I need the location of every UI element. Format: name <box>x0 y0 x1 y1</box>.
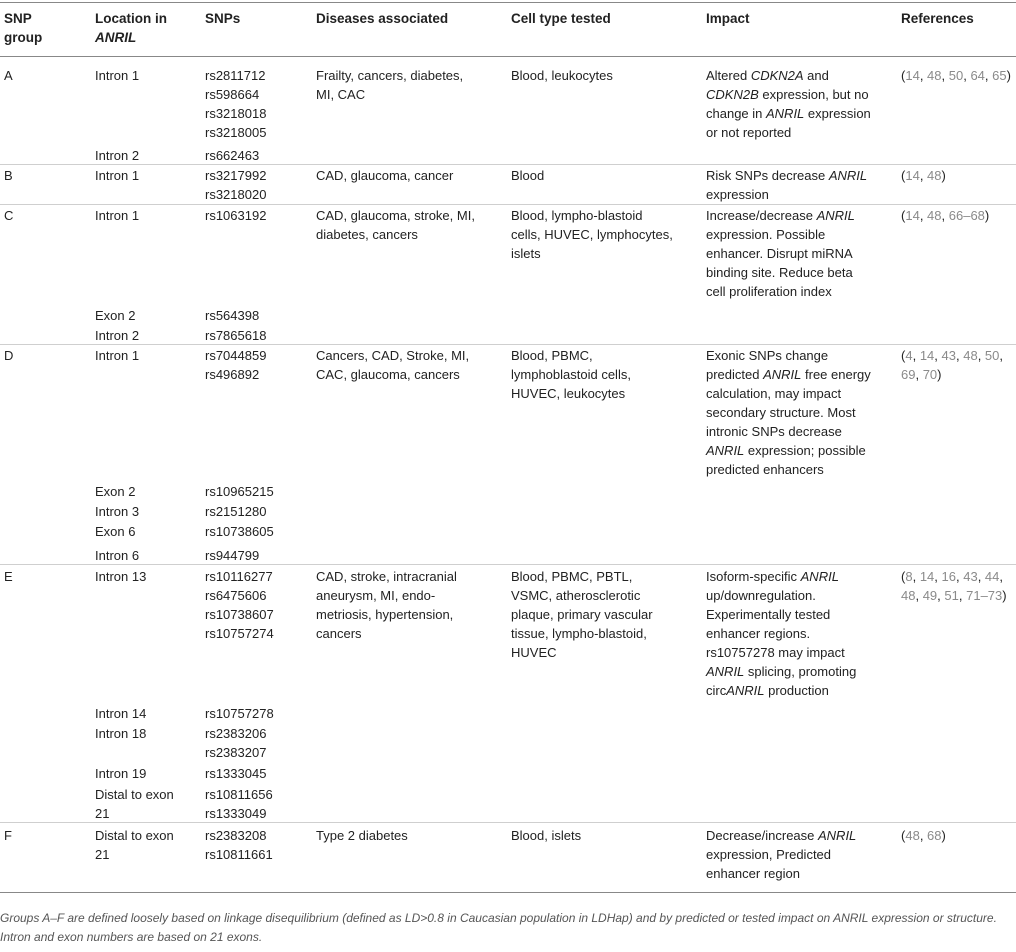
table-top-rule <box>0 2 1016 3</box>
location-cell: Exon 6 <box>95 524 136 539</box>
snps-cell: rs10811656 rs1333049 <box>205 787 273 821</box>
header-snps: SNPs <box>205 11 241 26</box>
snps-cell: rs944799 <box>205 548 260 563</box>
location-cell: Exon 2 <box>95 484 136 499</box>
location-cell: Intron 1 <box>95 348 140 363</box>
reference-number[interactable]: 48 <box>901 588 916 603</box>
reference-number[interactable]: 14 <box>905 168 920 183</box>
impact-cell-c: Increase/decrease ANRIL expression. Possible enhancer. Disrupt miRNA binding site. Reduce beta cell proliferation index <box>706 208 855 299</box>
cell-type-cell: Blood, lympho-blastoid cells, HUVEC, lymphocytes, islets <box>511 208 673 261</box>
location-cell: Intron 2 <box>95 148 140 163</box>
references-cell: (48, 68) <box>901 828 946 843</box>
reference-number[interactable]: 48 <box>963 348 978 363</box>
reference-number[interactable]: 14 <box>919 569 935 584</box>
diseases-cell: Frailty, cancers, diabetes, MI, CAC <box>316 68 464 102</box>
snps-cell: rs2383208 rs10811661 <box>205 828 273 862</box>
location-cell: Distal to exon 21 <box>95 787 174 821</box>
references-cell: (14, 48, 50, 64, 65) <box>901 68 1011 83</box>
reference-number[interactable]: 48 <box>927 168 942 183</box>
snp-group-cell: A <box>4 68 13 83</box>
reference-number[interactable]: 71–73 <box>966 588 1003 603</box>
location-cell: Intron 1 <box>95 68 140 83</box>
location-cell: Intron 18 <box>95 726 147 741</box>
reference-number[interactable]: 4 <box>905 348 913 363</box>
header-references: References <box>901 11 974 26</box>
cell-type-cell: Blood, PBMC, lymphoblastoid cells, HUVEC, leukocytes <box>511 348 631 401</box>
header-bottom-rule <box>0 56 1016 57</box>
reference-number[interactable]: 14 <box>905 208 920 223</box>
snps-cell: rs10757278 <box>205 706 274 721</box>
cell-type-cell: Blood, PBMC, PBTL, VSMC, atherosclerotic plaque, primary vascular tissue, lympho-blastoid, HUVEC <box>511 569 653 660</box>
group-separator-rule <box>0 564 1016 565</box>
references-cell: (14, 48) <box>901 168 946 183</box>
references-cell: (14, 48, 66–68) <box>901 208 990 223</box>
impact-cell-f: Decrease/increase ANRIL expression, Predicted enhancer region <box>706 828 857 881</box>
location-cell: Exon 2 <box>95 308 136 323</box>
header-snp-group: SNP group <box>4 11 43 45</box>
cell-type-cell: Blood, islets <box>511 828 582 843</box>
location-cell: Intron 3 <box>95 504 140 519</box>
diseases-cell: CAD, glaucoma, stroke, MI, diabetes, cancers <box>316 208 475 242</box>
reference-number[interactable]: 43 <box>963 569 978 584</box>
reference-number[interactable]: 14 <box>919 348 935 363</box>
location-cell: Intron 1 <box>95 208 140 223</box>
reference-number[interactable]: 48 <box>927 68 942 83</box>
cell-type-cell: Blood <box>511 168 545 183</box>
header-impact: Impact <box>706 11 750 26</box>
reference-number[interactable]: 51 <box>944 588 959 603</box>
snps-cell: rs2811712 rs598664 rs3218018 rs3218005 <box>205 68 267 140</box>
reference-number[interactable]: 50 <box>984 348 1000 363</box>
snps-cell: rs564398 <box>205 308 260 323</box>
location-cell: Intron 2 <box>95 328 140 343</box>
snps-cell: rs3217992 rs3218020 <box>205 168 267 202</box>
reference-number[interactable]: 64 <box>970 68 985 83</box>
snps-cell: rs10116277 rs6475606 rs10738607 rs10757274 <box>205 569 274 641</box>
location-cell: Intron 1 <box>95 168 140 183</box>
impact-cell-e: Isoform-specific ANRIL up/downregulation. Experimentally tested enhancer regions. rs10757278 may impact ANRIL splicing, promoting circANRIL production <box>706 569 857 698</box>
group-separator-rule <box>0 204 1016 205</box>
references-cell: (4, 14, 43, 48, 50, 69, 70) <box>901 348 1004 382</box>
snps-cell: rs662463 <box>205 148 260 163</box>
references-cell: (8, 14, 16, 43, 44, 48, 49, 51, 71–73) <box>901 569 1007 603</box>
snps-cell: rs7865618 <box>205 328 267 343</box>
reference-number[interactable]: 48 <box>905 828 920 843</box>
header-cell-type: Cell type tested <box>511 11 611 26</box>
reference-number[interactable]: 50 <box>948 68 964 83</box>
reference-number[interactable]: 68 <box>927 828 942 843</box>
reference-number[interactable]: 66–68 <box>948 208 985 223</box>
reference-number[interactable]: 44 <box>984 569 1000 584</box>
location-cell: Intron 6 <box>95 548 140 563</box>
impact-cell-b: Risk SNPs decrease ANRIL expression <box>706 168 868 202</box>
snp-group-cell: D <box>4 348 14 363</box>
header-location <box>95 9 195 47</box>
diseases-cell: CAD, stroke, intracranial aneurysm, MI, endo- metriosis, hypertension, cancers <box>316 569 457 641</box>
snps-cell: rs2383206 rs2383207 <box>205 726 267 760</box>
group-separator-rule <box>0 344 1016 345</box>
snps-cell: rs7044859 rs496892 <box>205 348 267 382</box>
diseases-cell: Cancers, CAD, Stroke, MI, CAC, glaucoma, cancers <box>316 348 470 382</box>
header-location-gene: ANRIL <box>95 30 137 45</box>
reference-number[interactable]: 43 <box>941 348 956 363</box>
header-diseases: Diseases associated <box>316 11 449 26</box>
impact-cell-a: Altered CDKN2A and CDKN2B expression, but no change in ANRIL expression or not reported <box>706 68 871 140</box>
cell-type-cell: Blood, leukocytes <box>511 68 613 83</box>
reference-number[interactable]: 8 <box>905 569 913 584</box>
reference-number[interactable]: 70 <box>922 367 938 382</box>
reference-number[interactable]: 16 <box>941 569 956 584</box>
snps-cell: rs1333045 <box>205 766 267 781</box>
group-separator-rule <box>0 164 1016 165</box>
group-separator-rule <box>0 822 1016 823</box>
snps-cell: rs1063192 <box>205 208 267 223</box>
snp-group-cell: E <box>4 569 13 584</box>
snps-cell: rs10738605 <box>205 524 274 539</box>
table-bottom-rule <box>0 892 1016 893</box>
reference-number[interactable]: 65 <box>992 68 1007 83</box>
snp-group-cell: C <box>4 208 14 223</box>
diseases-cell: Type 2 diabetes <box>316 828 408 843</box>
snps-cell: rs10965215 <box>205 484 274 499</box>
table-footnote: Groups A–F are defined loosely based on linkage disequilibrium (defined as LD>0.8 in Caucasian population in LDHap) and by predicted or tested impact on ANRIL expression or structure. Intron and exon numbers are based on 21 exons. <box>0 911 997 944</box>
diseases-cell: CAD, glaucoma, cancer <box>316 168 454 183</box>
impact-cell-d: Exonic SNPs change predicted ANRIL free energy calculation, may impact secondary structure. Most intronic SNPs decrease ANRIL expression; possible predicted enhancers <box>706 348 871 477</box>
reference-number[interactable]: 48 <box>927 208 942 223</box>
location-cell: Distal to exon 21 <box>95 828 174 862</box>
header-location-text: Location in <box>95 11 167 26</box>
location-cell: Intron 19 <box>95 766 147 781</box>
snp-group-cell: F <box>4 828 12 843</box>
snp-group-cell: B <box>4 168 13 183</box>
location-cell: Intron 14 <box>95 706 147 721</box>
snps-cell: rs2151280 <box>205 504 267 519</box>
location-cell: Intron 13 <box>95 569 147 584</box>
reference-number[interactable]: 69 <box>901 367 916 382</box>
reference-number[interactable]: 14 <box>905 68 920 83</box>
reference-number[interactable]: 49 <box>922 588 938 603</box>
